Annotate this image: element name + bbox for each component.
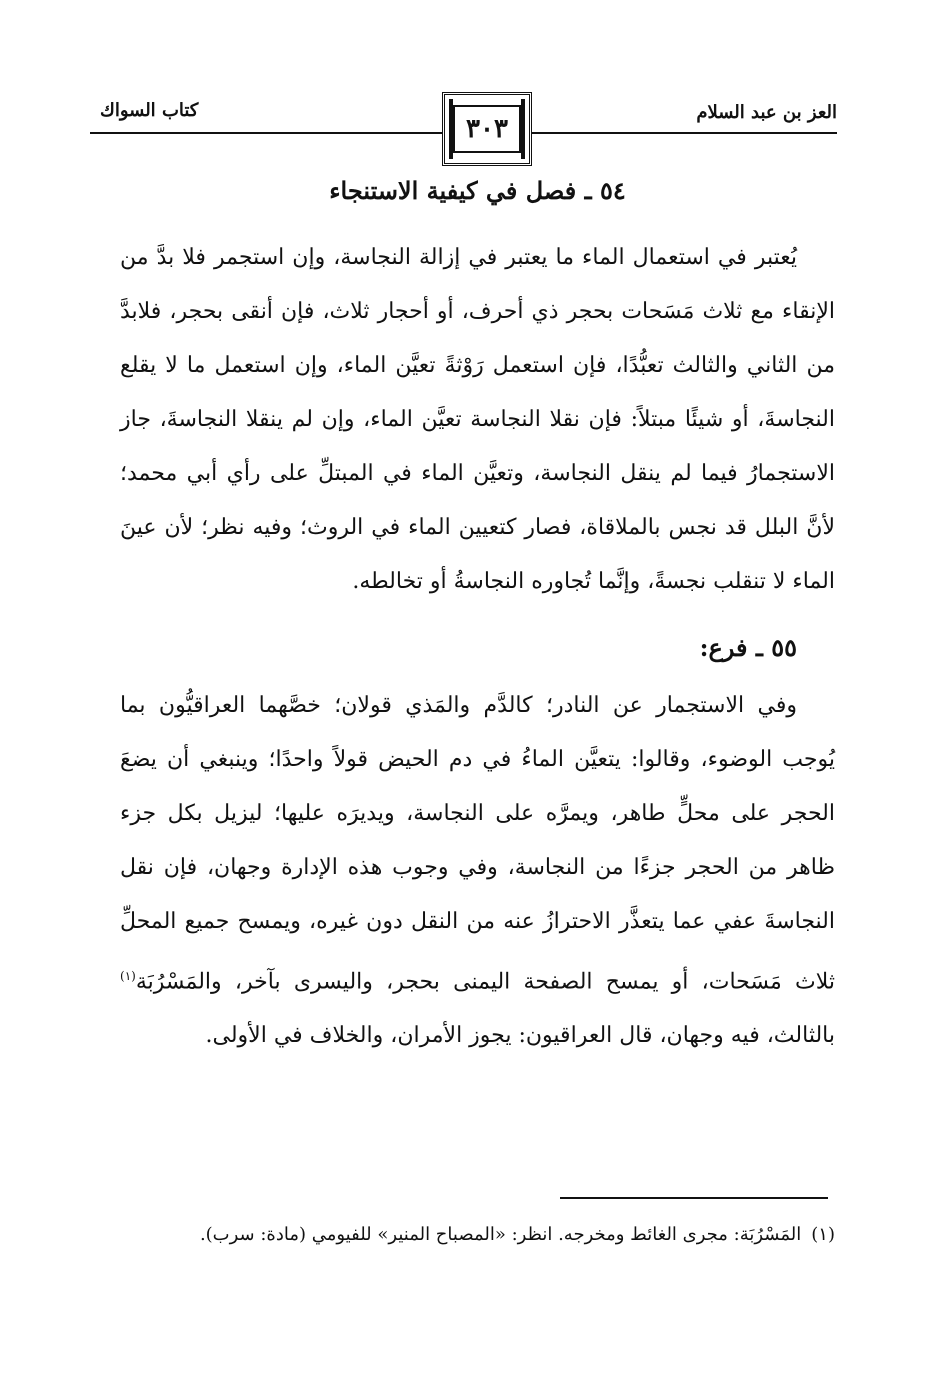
section-heading-54: ٥٤ ـ فصل في كيفية الاستنجاء [329, 176, 626, 205]
paragraph-far [120, 679, 835, 1063]
footnote-number: (١) [811, 1224, 835, 1245]
paragraph-far-part2: بالثالث، فيه وجهان، قال العراقيون: يجوز الأمران، والخلاف في الأولى. [205, 1023, 835, 1049]
author-name: العز بن عبد السلام [696, 102, 837, 123]
page-header [90, 96, 837, 166]
section-heading-55: ٥٥ ـ فرع: [699, 633, 797, 662]
page-number: ٣٠٣ [453, 105, 521, 153]
main-text [120, 176, 835, 1063]
page-number-frame [442, 92, 532, 166]
footnote-marker: (١) [120, 969, 136, 983]
footnote [120, 1212, 835, 1258]
paragraph-istinja: يُعتبر في استعمال الماء ما يعتبر في إزالة النجاسة، وإن استجمر فلا بدَّ من الإنقاء مع ثلاث مَسَحات بحجر ذي أحرف، أو أحجار ثلاث، فإن أنقى بحجر، فلابدَّ من الثاني والثالث تعبُّدًا، فإن استعمل رَوْثةً تعيَّن الماء، وإن استعمل ما لا يقلع النجاسةَ، أو شيئًا مبتلاً: فإن نقلا النجاسة تعيَّن الماء، وإن لم ينقلا النجاسةَ، جاز الاستجمارُ فيما لم ينقل النجاسة، وتعيَّن الماء في المبتلِّ على رأي أبي محمد؛ لأنَّ البلل قد نجس بالملاقاة، فصار كتعيين الماء في الروث؛ وفيه نظر؛ لأن عينَ الماء لا تنقلب نجسةً، وإنَّما تُجاوره النجاسةُ أو تخالطه. [120, 245, 835, 594]
footnote-rule [560, 1197, 828, 1199]
footnote-text: المَسْرُبَة: مجرى الغائط ومخرجه. انظر: «المصباح المنير» للفيومي (مادة: سرب). [199, 1224, 802, 1245]
book-title: كتاب السواك [100, 100, 199, 121]
paragraph-far-part1: وفي الاستجمار عن النادر؛ كالدَّم والمَذي قولان؛ خصَّهما العراقيُّون بما يُوجب الوضوء، وقالوا: يتعيَّن الماءُ في دم الحيض قولاً واحدًا؛ وينبغي أن يضعَ الحجر على محلٍّ طاهر، ويمرَّه على النجاسة، ويديرَه عليها؛ ليزيل بكل جزء ظاهر من الحجر جزءًا من النجاسة، وفي وجوب هذه الإدارة وجهان، فإن نقل النجاسةَ عفي عما يتعذَّر الاحترازُ عنه من النقل دون غيره، ويمسح جميع المحلِّ ثلاث مَسَحات، أو يمسح الصفحة اليمنى بحجر، واليسرى بآخر، والمَسْرُبَة [120, 693, 835, 995]
